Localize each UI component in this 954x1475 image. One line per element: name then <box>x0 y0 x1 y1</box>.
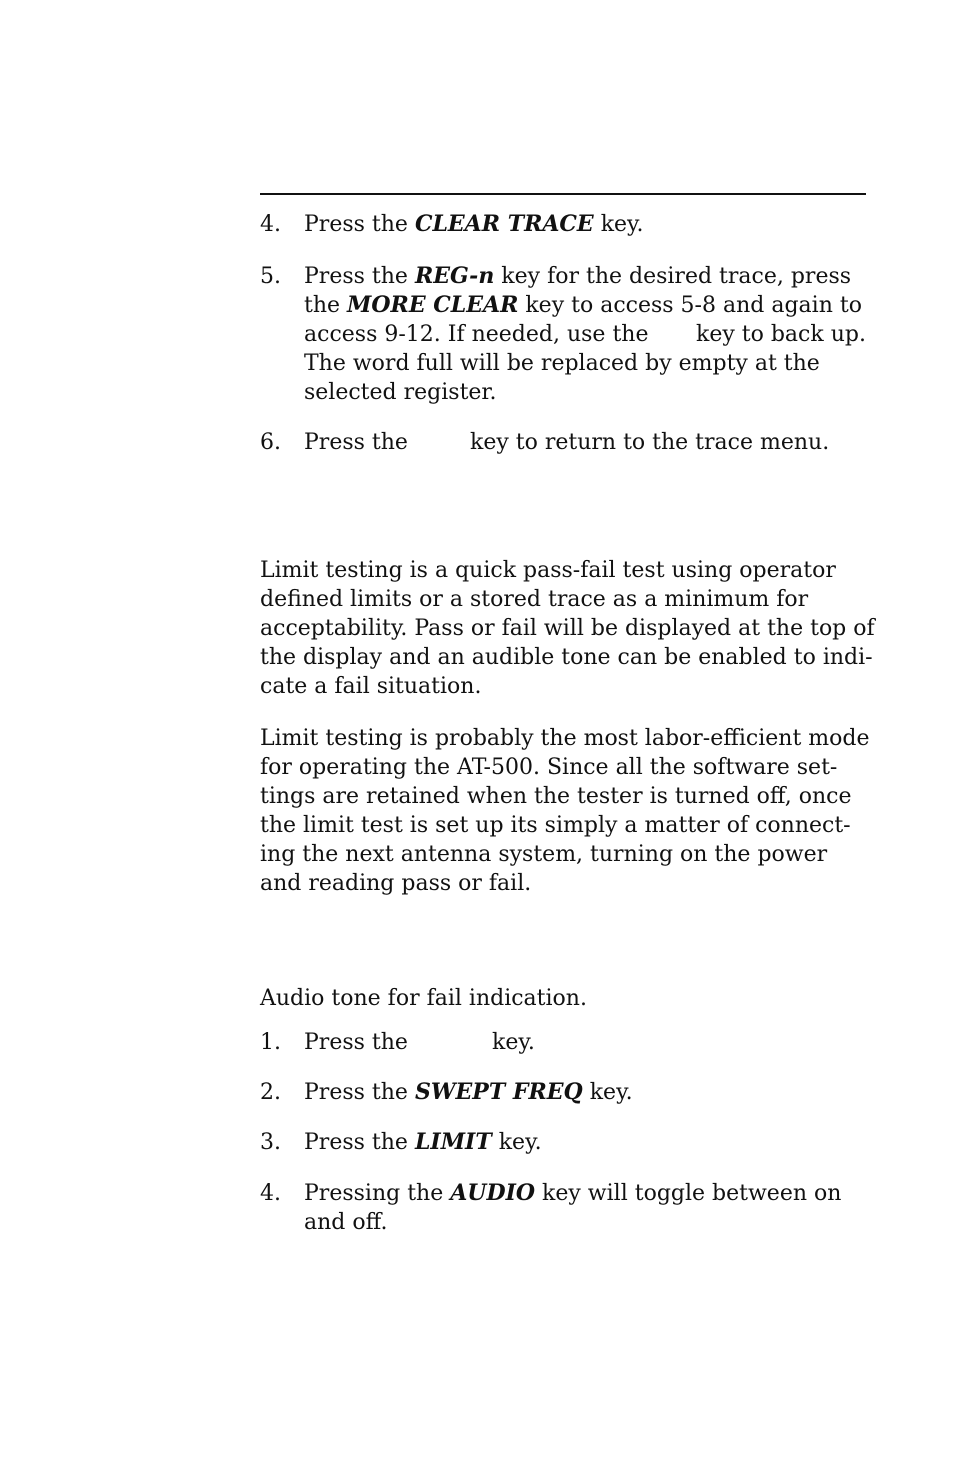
paragraph-line: acceptability. Pass or fail will be displayed at the top of <box>260 616 875 641</box>
step-text: Press the LIMIT key. <box>304 1129 542 1155</box>
step-number: 4. <box>260 212 281 237</box>
key-name: MORE CLEAR <box>347 292 519 318</box>
step-text-line: access 9-12. If needed, use the <box>304 322 649 347</box>
step-text-line: the MORE CLEAR key to access 5-8 and again to <box>304 292 862 318</box>
header-rule <box>260 193 866 195</box>
step-text: key. <box>492 1030 535 1055</box>
key-name: LIMIT <box>414 1129 492 1155</box>
step-number: 2. <box>260 1080 281 1105</box>
step-text-line: key to back up. <box>696 322 866 347</box>
step-text: key to return to the trace menu. <box>470 430 830 455</box>
step-text: Press the <box>304 1030 408 1055</box>
step-text-line: Press the REG-n key for the desired trace, press <box>304 263 852 289</box>
step-number: 5. <box>260 264 281 289</box>
step-number: 4. <box>260 1181 281 1206</box>
key-name: AUDIO <box>450 1180 536 1206</box>
step-text-line: selected register. <box>304 380 497 405</box>
step-text-line: and off. <box>304 1210 388 1235</box>
step-number: 3. <box>260 1130 281 1155</box>
paragraph-line: and reading pass or fail. <box>260 871 532 896</box>
step-text-line: The word full will be replaced by empty at the <box>304 351 820 376</box>
step-text: Press the CLEAR TRACE key. <box>304 211 644 237</box>
paragraph-line: the limit test is set up its simply a matter of connect- <box>260 813 851 838</box>
paragraph-line: Limit testing is a quick pass-fail test using operator <box>260 558 836 583</box>
step-number: 1. <box>260 1030 281 1055</box>
intro-text: Audio tone for fail indication. <box>260 986 587 1011</box>
paragraph-line: cate a fail situation. <box>260 674 482 699</box>
step-number: 6. <box>260 430 281 455</box>
step-text: Press the <box>304 430 408 455</box>
key-name: REG-n <box>414 263 495 289</box>
paragraph-line: defined limits or a stored trace as a minimum for <box>260 587 809 612</box>
key-name: CLEAR TRACE <box>414 211 594 237</box>
paragraph-line: for operating the AT-500. Since all the software set- <box>260 755 838 780</box>
key-name: SWEPT FREQ <box>414 1079 583 1105</box>
step-text-line: Pressing the AUDIO key will toggle between on <box>304 1180 842 1206</box>
paragraph-line: the display and an audible tone can be enabled to indi- <box>260 645 873 670</box>
paragraph-line: ing the next antenna system, turning on the power <box>260 842 828 867</box>
paragraph-line: tings are retained when the tester is turned off, once <box>260 784 852 809</box>
step-text: Press the SWEPT FREQ key. <box>304 1079 633 1105</box>
paragraph-line: Limit testing is probably the most labor-efficient mode <box>260 726 870 751</box>
